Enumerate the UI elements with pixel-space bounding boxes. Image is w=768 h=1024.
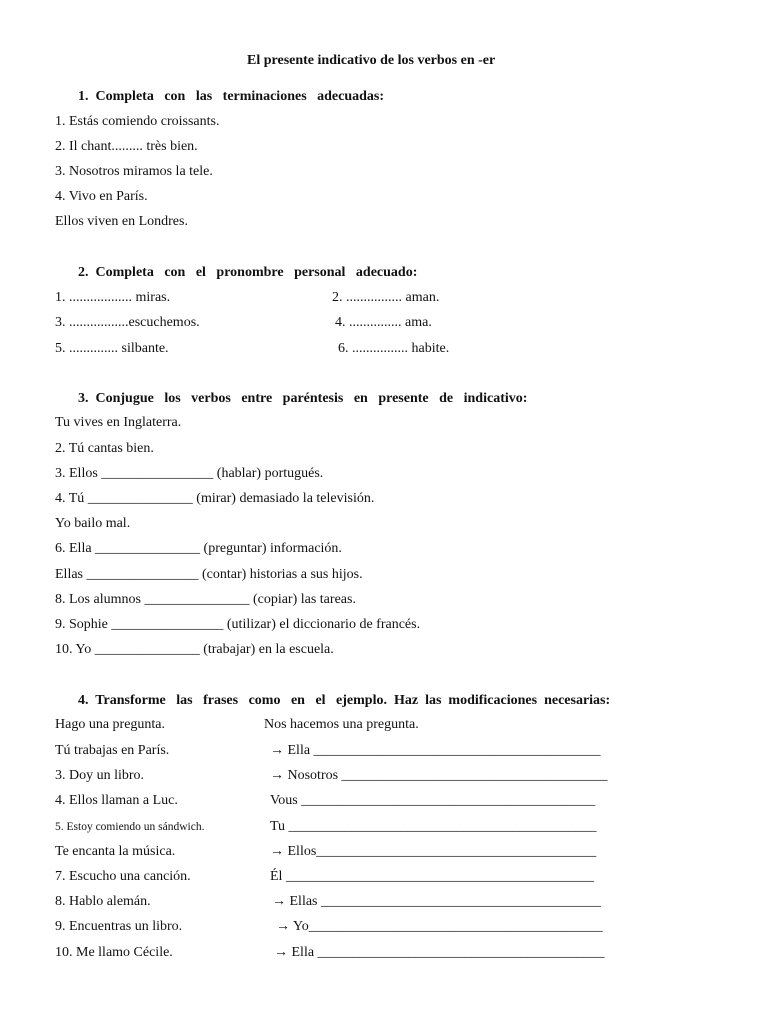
s3-line: 10. Yo _______________ (trabajar) en la escuela.: [55, 642, 334, 657]
s4-answer-line[interactable]: Tu ____________________________________________: [270, 819, 597, 834]
s3-line: Ellas ________________ (contar) historias a sus hijos.: [55, 567, 363, 582]
s3-line: 4. Tú _______________ (mirar) demasiado la televisión.: [55, 491, 375, 506]
s4-answer-line[interactable]: Él ____________________________________________: [270, 869, 594, 884]
s4-answer-line[interactable]: → Ellas ________________________________________: [272, 894, 601, 909]
s2-left-line: 1. .................. miras.: [55, 290, 171, 305]
s4-left-line: 10. Me llamo Cécile.: [55, 945, 173, 960]
s1-line: 3. Nosotros miramos la tele.: [55, 164, 213, 179]
section-2-heading: 2. Completa con el pronombre personal adecuado:: [78, 265, 418, 280]
section-1-heading: 1. Completa con las terminaciones adecuadas:: [78, 89, 385, 104]
s4-left-line: 7. Escucho una canción.: [55, 869, 191, 884]
s1-line: 4. Vivo en París.: [55, 189, 148, 204]
s4-left-line: Tú trabajas en París.: [55, 743, 170, 758]
s4-answer-line[interactable]: Vous __________________________________________: [270, 793, 596, 808]
s2-right-line: 6. ................ habite.: [338, 341, 450, 356]
s1-line: 2. Il chant......... très bien.: [55, 139, 198, 154]
s4-left-line: 3. Doy un libro.: [55, 768, 145, 783]
s4-answer-line[interactable]: → Ella _________________________________________: [274, 945, 605, 960]
s3-line: 3. Ellos ________________ (hablar) portugués.: [55, 466, 324, 481]
s4-answer-line[interactable]: → Ellos________________________________________: [270, 844, 597, 859]
s2-left-line: 3. .................escuchemos.: [55, 315, 200, 330]
s4-answer-line[interactable]: → Ella _________________________________________: [270, 743, 601, 758]
s3-line: Yo bailo mal.: [55, 516, 131, 531]
s4-answer-line[interactable]: → Nosotros ______________________________________: [270, 768, 608, 783]
page-title: El presente indicativo de los verbos en -er: [247, 53, 496, 68]
s2-right-line: 4. ............... ama.: [335, 315, 432, 330]
section-4-heading: 4. Transforme las frases como en el ejemplo. Haz las modificaciones necesarias:: [78, 693, 611, 708]
s3-line: 9. Sophie ________________ (utilizar) el diccionario de francés.: [55, 617, 421, 632]
s4-left-line: 8. Hablo alemán.: [55, 894, 151, 909]
s3-line: Tu vives en Inglaterra.: [55, 415, 182, 430]
s2-left-line: 5. .............. silbante.: [55, 341, 169, 356]
s3-line: 6. Ella _______________ (preguntar) información.: [55, 541, 342, 556]
s1-line: 1. Estás comiendo croissants.: [55, 114, 220, 129]
s4-example-answer: Nos hacemos una pregunta.: [264, 717, 419, 732]
s4-left-line: Hago una pregunta.: [55, 717, 166, 732]
s2-right-line: 2. ................ aman.: [332, 290, 440, 305]
s4-left-line: 4. Ellos llaman a Luc.: [55, 793, 178, 808]
s4-left-line: 5. Estoy comiendo un sándwich.: [55, 821, 205, 833]
s4-left-line: 9. Encuentras un libro.: [55, 919, 183, 934]
section-3-heading: 3. Conjugue los verbos entre paréntesis en presente de indicativo:: [78, 391, 528, 406]
s1-line: Ellos viven en Londres.: [55, 214, 188, 229]
s4-left-line: Te encanta la música.: [55, 844, 176, 859]
s3-line: 2. Tú cantas bien.: [55, 441, 154, 456]
s3-line: 8. Los alumnos _______________ (copiar) las tareas.: [55, 592, 356, 607]
s4-answer-line[interactable]: → Yo__________________________________________: [276, 919, 603, 934]
